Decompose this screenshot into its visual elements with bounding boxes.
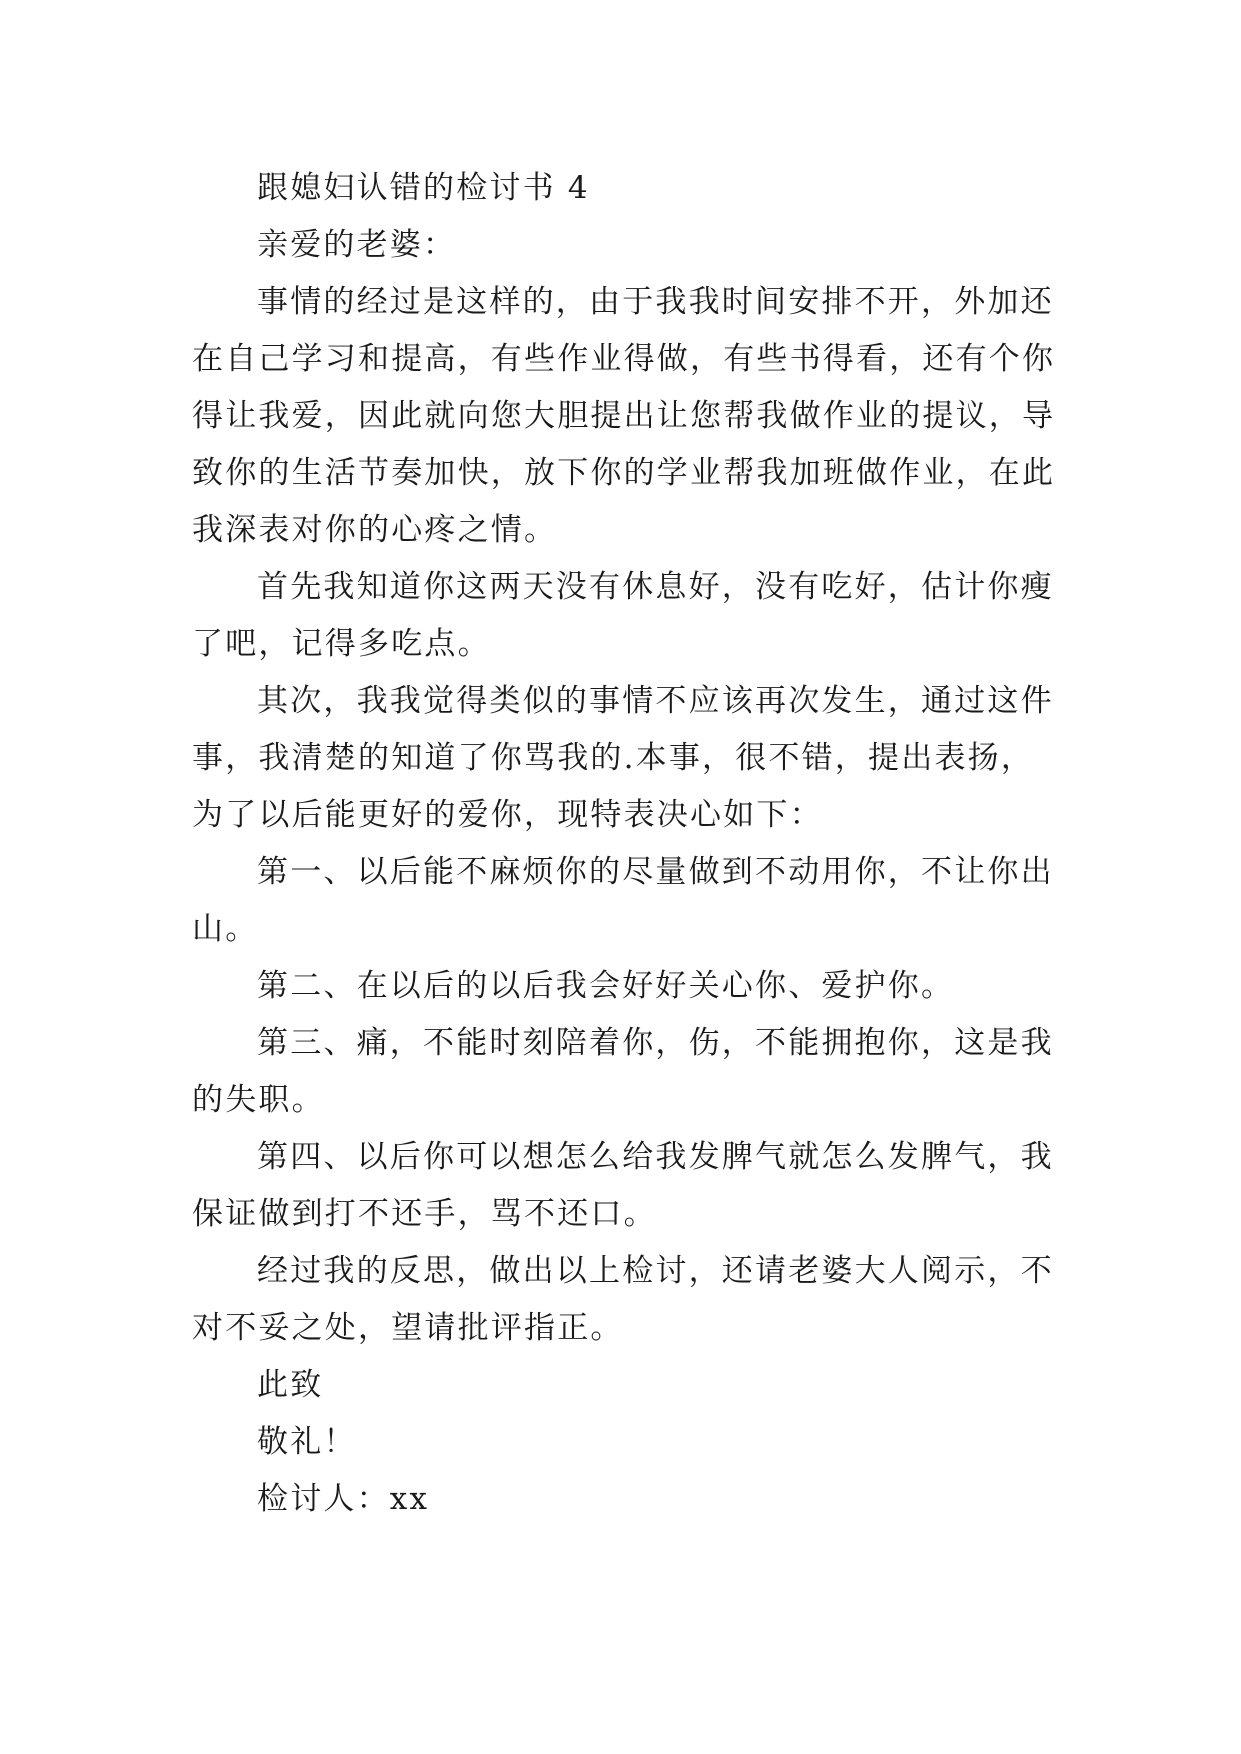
- paragraph-line: 对不妥之处，望请批评指正。: [192, 1310, 624, 1346]
- paragraph-line: 第三、痛，不能时刻陪着你，伤，不能拥抱你，这是我: [257, 1025, 1054, 1061]
- paragraph-line: 在自己学习和提高，有些作业得做，有些书得看，还有个你: [192, 341, 1056, 377]
- paragraph-line: 山。: [192, 911, 259, 947]
- closing-line: 此致: [257, 1367, 324, 1403]
- pledge-item-3: [192, 1015, 1052, 1129]
- pledge-item-4: [192, 1129, 1052, 1243]
- paragraph-line: 了吧，记得多吃点。: [192, 626, 491, 662]
- paragraph-line: 事情的经过是这样的，由于我我时间安排不开，外加还: [257, 284, 1054, 320]
- paragraph-line: 第四、以后你可以想怎么给我发脾气就怎么发脾气，我: [257, 1139, 1054, 1175]
- paragraph-line: 事，我清楚的知道了你骂我的.本事，很不错，提出表扬，: [192, 740, 1035, 776]
- paragraph-line: 第一、以后能不麻烦你的尽量做到不动用你，不让你出: [257, 854, 1054, 890]
- document-title: 跟媳妇认错的检讨书 4: [257, 170, 590, 206]
- paragraph-line: 我深表对你的心疼之情。: [192, 512, 558, 548]
- paragraph-first: [192, 559, 1052, 673]
- paragraph-line: 保证做到打不还手，骂不还口。: [192, 1196, 657, 1232]
- paragraph-line: 第二、在以后的以后我会好好关心你、爱护你。: [257, 968, 955, 1004]
- paragraph-line: 得让我爱，因此就向您大胆提出让您帮我做作业的提议，导: [192, 398, 1056, 434]
- paragraph-line: 的失职。: [192, 1082, 325, 1118]
- signature: 检讨人：xx: [257, 1481, 430, 1517]
- paragraph-line: 其次，我我觉得类似的事情不应该再次发生，通过这件: [257, 683, 1054, 719]
- paragraph-second: [192, 673, 1052, 844]
- paragraph-line: 致你的生活节奏加快，放下你的学业帮我加班做作业，在此: [192, 455, 1056, 491]
- salutation: 亲爱的老婆：: [257, 227, 457, 263]
- closing-salute: 敬礼！: [257, 1424, 357, 1460]
- pledge-item-2: [192, 958, 1052, 1015]
- paragraph-conclusion: [192, 1243, 1052, 1357]
- paragraph-line: 经过我的反思，做出以上检讨，还请老婆大人阅示，不: [257, 1253, 1054, 1289]
- pledge-item-1: [192, 844, 1052, 958]
- paragraph-circumstances: [192, 274, 1056, 559]
- paragraph-line: 为了以后能更好的爱你，现特表决心如下：: [192, 797, 823, 833]
- document-page: [192, 160, 1056, 1528]
- paragraph-line: 首先我知道你这两天没有休息好，没有吃好，估计你瘦: [257, 569, 1054, 605]
